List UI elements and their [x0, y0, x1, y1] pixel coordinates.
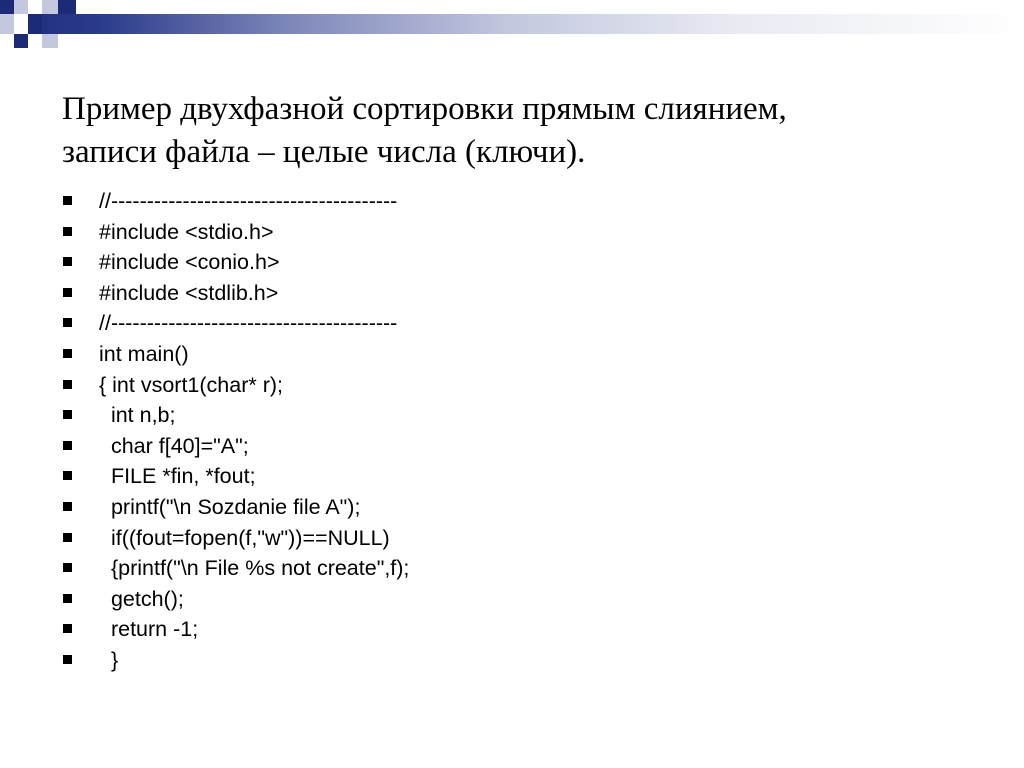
square-bullet-icon — [63, 471, 72, 480]
code-line-text: {printf("\n File %s not create",f); — [99, 556, 410, 581]
code-line-text: //---------------------------------------- — [99, 189, 398, 213]
square-bullet-icon — [63, 380, 72, 389]
square-bullet-icon — [63, 257, 72, 266]
code-line-text: { int vsort1(char* r); — [99, 372, 283, 397]
code-line-text: } — [99, 647, 119, 672]
code-line-text: printf("\n Sozdanie file A"); — [99, 494, 361, 519]
code-line-text: #include <conio.h> — [99, 250, 280, 275]
square-bullet-icon — [63, 594, 72, 603]
code-line-text: int n,b; — [99, 403, 176, 428]
square-bullet-icon — [63, 655, 72, 664]
square-bullet-icon — [63, 624, 72, 633]
corner-square — [42, 34, 58, 48]
slide-title-line-2: записи файла – целые числа (ключи). — [62, 134, 586, 170]
square-bullet-icon — [63, 563, 72, 572]
slide-title — [62, 88, 962, 174]
square-bullet-icon — [63, 227, 72, 236]
corner-square — [28, 14, 42, 34]
code-line-text: #include <stdio.h> — [99, 219, 274, 244]
code-line-text: FILE *fin, *fout; — [99, 464, 256, 489]
code-line-text: return -1; — [99, 617, 199, 642]
corner-square — [14, 14, 28, 34]
corner-square — [14, 0, 28, 14]
corner-square — [42, 0, 58, 14]
square-bullet-icon — [63, 410, 72, 419]
slide-title-line-1: Пример двухфазной сортировки прямым слиянием, — [62, 91, 787, 127]
header-gradient-bar — [0, 14, 1024, 34]
square-bullet-icon — [63, 196, 72, 205]
square-bullet-icon — [63, 533, 72, 542]
code-line-text: getch(); — [99, 586, 184, 611]
corner-square — [0, 14, 14, 34]
corner-square — [58, 0, 76, 14]
corner-square — [0, 0, 14, 14]
square-bullet-icon — [63, 441, 72, 450]
code-line-text: char f[40]="A"; — [99, 433, 249, 458]
code-line-text: #include <stdlib.h> — [99, 280, 279, 305]
code-line-text: //---------------------------------------- — [99, 311, 398, 336]
code-line-text: int main() — [99, 341, 189, 366]
corner-square — [14, 34, 28, 48]
square-bullet-icon — [63, 288, 72, 297]
square-bullet-icon — [63, 502, 72, 511]
code-line-text: if((fout=fopen(f,"w"))==NULL) — [99, 525, 390, 550]
square-bullet-icon — [63, 318, 72, 327]
square-bullet-icon — [63, 349, 72, 358]
